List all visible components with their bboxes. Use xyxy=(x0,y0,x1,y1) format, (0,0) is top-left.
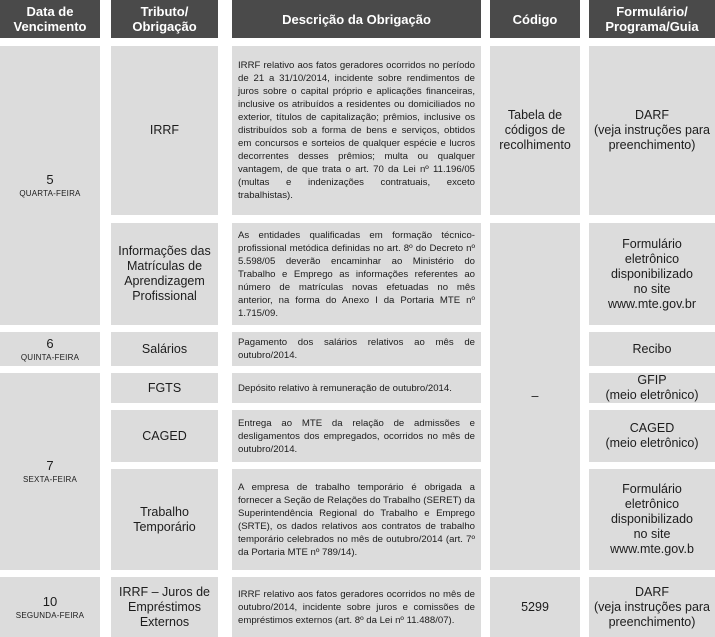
form-line: (meio eletrônico) xyxy=(605,436,699,450)
description-text: Entrega ao MTE da relação de admissões e desligamentos dos empregados, ocorridos no mês de outubro/2014. xyxy=(238,417,475,455)
code-dash: – xyxy=(531,389,539,403)
code-line: códigos de xyxy=(504,123,566,137)
form-line: Formulário xyxy=(622,236,682,251)
header-description xyxy=(232,0,481,38)
description-cell-salarios xyxy=(232,332,481,366)
header-date-line1: Data de xyxy=(26,4,74,19)
header-tax xyxy=(111,0,218,38)
form-line: no site xyxy=(633,527,671,541)
description-text: As entidades qualificadas em formação técnico-profissional metódica definidas no art. 8º do Decreto nº 5.598/05 deverão encaminhar ao Ministério do Trabalho e Emprego as informações referentes ao número de matrículas novas efetuadas no mês anterior, na forma do Anexo I da Portaria MTE nº 1.715/09. xyxy=(238,229,475,319)
header-tax-line1: Tributo/ xyxy=(140,4,189,19)
form-cell-fgts xyxy=(589,373,715,403)
form-line: DARF xyxy=(634,108,670,122)
header-form-line1: Formulário/ xyxy=(616,4,688,19)
tax-cell-fgts xyxy=(111,373,218,403)
header-code-label: Código xyxy=(512,11,558,27)
date-number: 10 xyxy=(42,593,58,609)
tax-label: Trabalho xyxy=(140,504,189,519)
description-text: A empresa de trabalho temporário é obrigada a fornecer a Seção de Relações do Trabalho (SERET) da Superintendência Regional do Trabalho e Emprego (SRTE), os dados relativos aos contratos de trabalho temporário celebrados no mês de outubro/2014 (art. 7º da Portaria MTE nº 789/14). xyxy=(238,481,475,558)
date-weekday: QUINTA-FEIRA xyxy=(20,352,80,362)
tax-cell-temporario xyxy=(111,469,218,570)
description-text: IRRF relativo aos fatos geradores ocorridos no período de 21 a 31/10/2014, incidente sobre rendimentos de juros sobre o capital próprio e aplicações financeiras, inclusive os atribuídos a residentes ou domiciliados no exterior, títulos de capitalização; prêmios, inclusive os distribuídos sob a forma de bens e serviços, obtidos em concursos e sorteios de qualquer espécie e lucros decorrentes desses prêmios; multa ou qualquer vantagem, de que trata o art. 70 da Lei nº 11.196/05 (multas e indenizações contratuais, exceto trabalhistas). xyxy=(238,60,475,201)
tax-cell-salarios xyxy=(111,332,218,366)
form-cell-temporario xyxy=(589,469,715,570)
form-line: preenchimento) xyxy=(608,614,696,629)
form-line: disponibilizado xyxy=(610,512,693,526)
tax-label: Externos xyxy=(139,614,190,629)
tax-label: IRRF – Juros de xyxy=(118,584,210,599)
tax-cell-irrf xyxy=(111,46,218,215)
header-code xyxy=(490,0,580,38)
date-weekday: QUARTA-FEIRA xyxy=(19,189,81,198)
tax-label: IRRF xyxy=(149,123,180,137)
form-line: DARF xyxy=(634,584,670,599)
description-cell-temporario xyxy=(232,469,481,570)
form-line: (meio eletrônico) xyxy=(605,388,699,402)
header-date-line2: Vencimento xyxy=(13,19,87,34)
description-cell-irrf xyxy=(232,46,481,215)
form-cell-irrf xyxy=(589,46,715,215)
form-line: Formulário xyxy=(622,482,682,496)
header-description-label: Descrição da Obrigação xyxy=(282,11,431,27)
description-cell-caged xyxy=(232,410,481,462)
form-cell-salarios xyxy=(589,332,715,366)
header-form-line2: Programa/Guia xyxy=(605,19,699,34)
description-text: Depósito relativo à remuneração de outubro/2014. xyxy=(238,382,452,394)
tax-label: Informações das xyxy=(118,244,211,258)
description-text: IRRF relativo aos fatos geradores ocorridos no mês de outubro/2014, incidente sobre juros e comissões de empréstimos externos (art. 8º da Lei nº 11.488/07). xyxy=(238,588,475,626)
form-line: (veja instruções para xyxy=(593,599,711,614)
tax-label: FGTS xyxy=(147,380,182,395)
header-form xyxy=(589,0,715,38)
date-number: 7 xyxy=(46,458,54,473)
form-cell-aprendizagem xyxy=(589,223,715,325)
tax-label: CAGED xyxy=(142,428,187,443)
form-line: CAGED xyxy=(629,421,675,435)
date-weekday: SEXTA-FEIRA xyxy=(22,475,78,484)
code-cell-irrf xyxy=(490,46,580,215)
tax-label: Matrículas de xyxy=(126,259,203,273)
tax-label: Empréstimos xyxy=(128,599,201,614)
form-line: Recibo xyxy=(632,341,672,356)
form-line: (veja instruções para xyxy=(593,123,711,137)
tax-label: Temporário xyxy=(133,519,196,534)
form-line: no site xyxy=(633,281,671,296)
form-cell-caged xyxy=(589,410,715,462)
date-cell-6 xyxy=(0,332,100,366)
code-cell-merged xyxy=(490,223,580,570)
date-weekday: SEGUNDA-FEIRA xyxy=(15,610,85,620)
tax-label: Salários xyxy=(141,341,188,356)
date-cell-7 xyxy=(0,373,100,570)
date-cell-5 xyxy=(0,46,100,325)
code-cell-irrf-juros xyxy=(490,577,580,637)
code-line: Tabela de xyxy=(507,108,563,122)
header-tax-line2: Obrigação xyxy=(132,19,197,34)
form-cell-irrf-juros xyxy=(589,577,715,637)
tax-cell-aprendizagem xyxy=(111,223,218,325)
form-line: preenchimento) xyxy=(608,138,696,152)
header-date xyxy=(0,0,100,38)
tax-label: Aprendizagem xyxy=(124,274,205,288)
tax-cell-caged xyxy=(111,410,218,462)
form-line: disponibilizado xyxy=(610,266,693,281)
date-number: 5 xyxy=(46,172,54,187)
description-cell-irrf-juros xyxy=(232,577,481,637)
tax-label: Profissional xyxy=(132,289,197,303)
tax-cell-irrf-juros xyxy=(111,577,218,637)
form-line: eletrônico xyxy=(624,497,680,511)
date-cell-10 xyxy=(0,577,100,637)
date-number: 6 xyxy=(46,335,54,351)
code-line: 5299 xyxy=(521,599,549,614)
description-cell-fgts xyxy=(232,373,481,403)
description-text: Pagamento dos salários relativos ao mês de outubro/2014. xyxy=(238,337,475,361)
form-line: www.mte.gov.br xyxy=(608,296,696,311)
form-line: eletrônico xyxy=(624,251,680,266)
description-cell-aprendizagem xyxy=(232,223,481,325)
form-line: www.mte.gov.b xyxy=(610,542,694,556)
form-line: GFIP xyxy=(637,373,667,387)
code-line: recolhimento xyxy=(499,138,571,152)
